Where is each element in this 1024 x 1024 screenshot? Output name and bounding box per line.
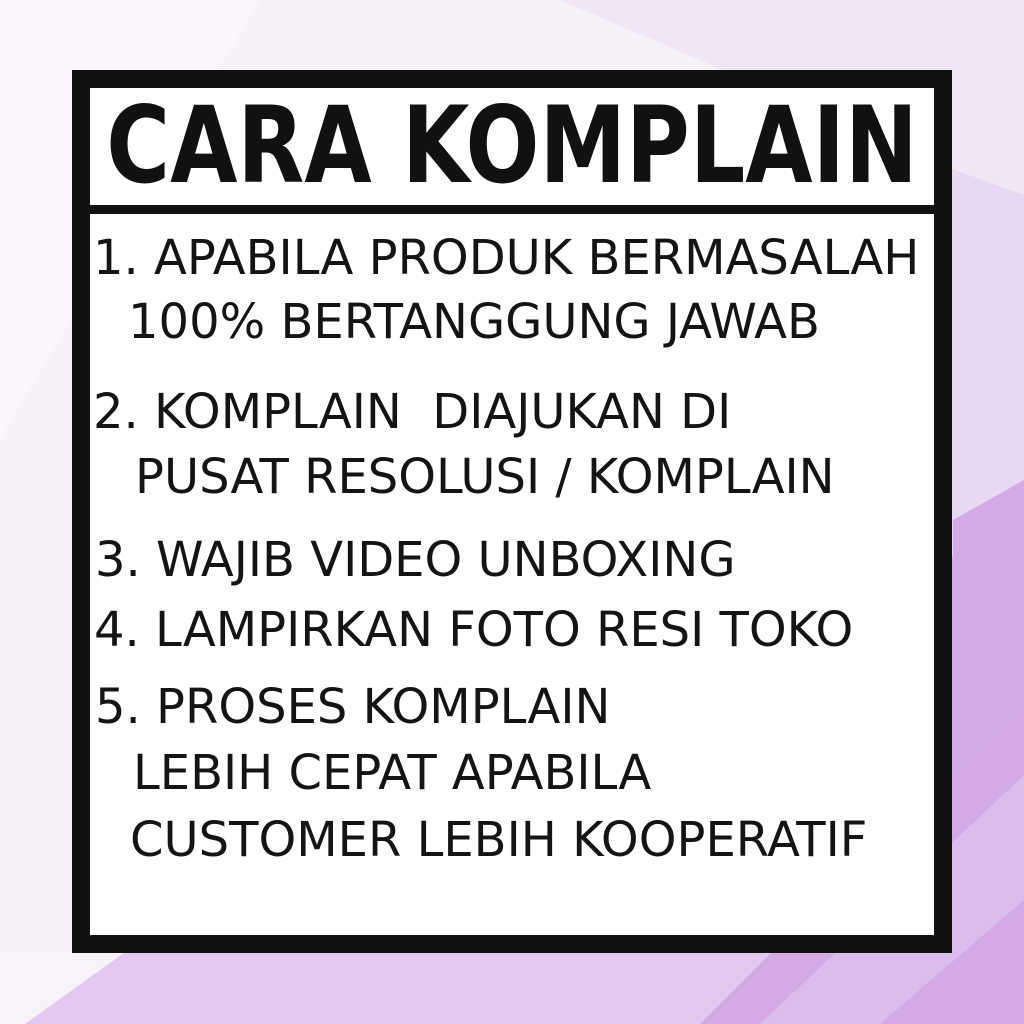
complaint-card: [72, 70, 952, 953]
card-header: [90, 82, 934, 214]
rule-line-1-continued: 100% BERTANGGUNG JAWAB: [128, 294, 820, 350]
rule-line-2-continued: PUSAT RESOLUSI / KOMPLAIN: [135, 449, 835, 505]
rule-line-4: 4. LAMPIRKAN FOTO RESI TOKO: [94, 602, 854, 658]
rule-line-1: 1. APABILA PRODUK BERMASALAH: [93, 230, 920, 286]
rule-line-3: 3. WAJIB VIDEO UNBOXING: [95, 532, 736, 588]
rule-line-5-continued-b: CUSTOMER LEBIH KOOPERATIF: [130, 812, 868, 868]
poster-title: CARA KOMPLAIN: [106, 82, 918, 207]
rule-line-5-continued-a: LEBIH CEPAT APABILA: [133, 745, 652, 801]
rule-line-2: 2. KOMPLAIN DIAJUKAN DI: [93, 384, 732, 440]
rule-line-5: 5. PROSES KOMPLAIN: [95, 679, 611, 735]
